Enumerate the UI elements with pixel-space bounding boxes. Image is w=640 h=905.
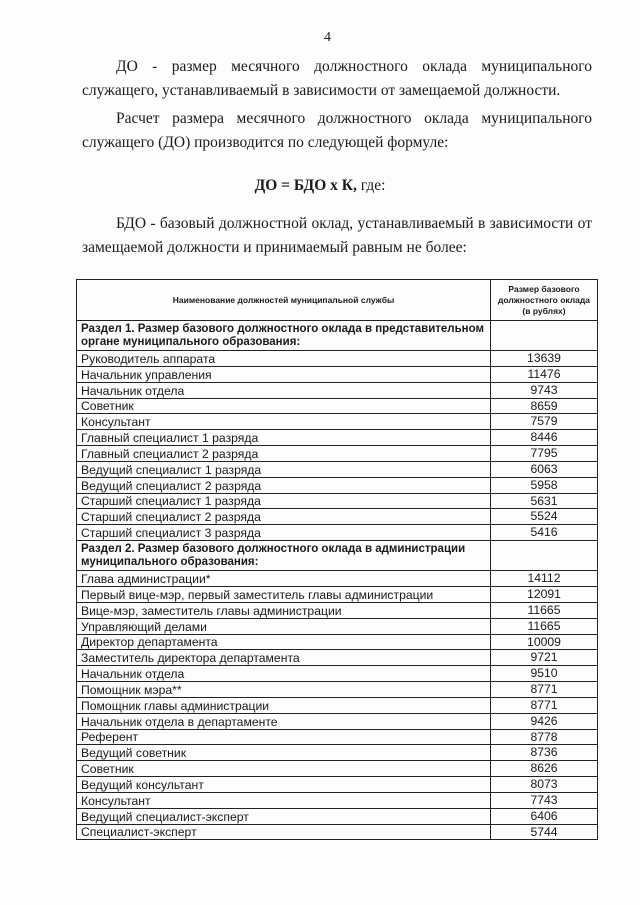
salary-value: 8778 [491,729,598,745]
position-name: Специалист-эксперт [77,824,491,840]
position-name: Ведущий специалист-эксперт [77,808,491,824]
page-number: 4 [324,30,331,45]
salary-value: 9426 [491,713,598,729]
table-row [77,366,598,382]
salary-value: 7579 [491,414,598,430]
table-row [77,634,598,650]
section-header-row [77,321,598,351]
position-name: Старший специалист 2 разряда [77,509,491,525]
salary-value: 5958 [491,477,598,493]
paragraph-calculation: Расчет размера месячного должностного оклада муниципального служащего (ДО) производится по следующей формуле: [82,110,592,151]
formula-suffix: где: [356,177,386,194]
position-name: Референт [77,729,491,745]
position-name: Вице-мэр, заместитель главы администрации [77,602,491,618]
table-row [77,650,598,666]
salary-value: 10009 [491,634,598,650]
table-row [77,382,598,398]
salary-value: 11476 [491,366,598,382]
position-name: Помощник мэра** [77,682,491,698]
section-title: Раздел 1. Размер базового должностного оклада в представительном органе муниципального образования: [77,321,491,351]
position-name: Заместитель директора департамента [77,650,491,666]
salary-value: 8446 [491,430,598,446]
position-name: Директор департамента [77,634,491,650]
salary-value: 8626 [491,761,598,777]
position-name: Старший специалист 1 разряда [77,493,491,509]
position-name: Управляющий делами [77,618,491,634]
position-name: Начальник отдела [77,666,491,682]
position-name: Первый вице-мэр, первый заместитель главы администрации [77,586,491,602]
table-row [77,682,598,698]
salary-value: 8771 [491,682,598,698]
position-name: Ведущий специалист 1 разряда [77,461,491,477]
formula [0,177,640,195]
salary-value: 12091 [491,586,598,602]
salary-value: 11665 [491,618,598,634]
header-position: Наименование должностей муниципальной службы [77,280,491,321]
position-name: Начальник отдела [77,382,491,398]
salary-value: 9743 [491,382,598,398]
table-header-row [77,280,598,321]
table-row [77,808,598,824]
table-row [77,446,598,462]
position-name: Ведущий советник [77,745,491,761]
table-row [77,461,598,477]
table-row [77,493,598,509]
salary-value: 5416 [491,525,598,541]
table-row [77,745,598,761]
formula-expression: ДО = БДО х К, [254,177,357,194]
salary-value: 8659 [491,398,598,414]
table-row [77,414,598,430]
position-name: Руководитель аппарата [77,351,491,367]
salary-value: 7743 [491,792,598,808]
salary-value: 5524 [491,509,598,525]
table-row [77,351,598,367]
salary-value: 9721 [491,650,598,666]
paragraph-bdo-definition: БДО - базовый должностной оклад, устанавливаемый в зависимости от замещаемой должности и принимаемый равным не более: [82,215,592,256]
table-row [77,525,598,541]
table-row [77,777,598,793]
position-name: Советник [77,761,491,777]
salary-table [76,279,598,840]
table-row [77,792,598,808]
table-row [77,430,598,446]
header-salary: Размер базового должностного оклада (в рублях) [491,280,598,321]
position-name: Консультант [77,414,491,430]
table-row [77,729,598,745]
section-empty-cell [491,541,598,571]
table-row [77,398,598,414]
position-name: Ведущий специалист 2 разряда [77,477,491,493]
salary-value: 8771 [491,697,598,713]
paragraph-do-definition: ДО - размер месячного должностного оклада муниципального служащего, устанавливаемый в зависимости от замещаемой должности. [82,58,592,99]
position-name: Главный специалист 2 разряда [77,446,491,462]
table-row [77,697,598,713]
salary-value: 11665 [491,602,598,618]
salary-value: 7795 [491,446,598,462]
position-name: Ведущий консультант [77,777,491,793]
salary-value: 5631 [491,493,598,509]
table-row [77,824,598,840]
table-row [77,586,598,602]
section-title: Раздел 2. Размер базового должностного оклада в администрации муниципального образования: [77,541,491,571]
position-name: Помощник главы администрации [77,697,491,713]
position-name: Старший специалист 3 разряда [77,525,491,541]
section-header-row [77,541,598,571]
position-name: Начальник управления [77,366,491,382]
salary-value: 6063 [491,461,598,477]
position-name: Консультант [77,792,491,808]
salary-value: 14112 [491,571,598,587]
table-row [77,602,598,618]
table-row [77,618,598,634]
table-row [77,509,598,525]
salary-value: 9510 [491,666,598,682]
salary-value: 8073 [491,777,598,793]
salary-value: 8736 [491,745,598,761]
position-name: Глава администрации* [77,571,491,587]
salary-value: 5744 [491,824,598,840]
table-body [77,321,598,840]
position-name: Начальник отдела в департаменте [77,713,491,729]
position-name: Советник [77,398,491,414]
position-name: Главный специалист 1 разряда [77,430,491,446]
table-row [77,761,598,777]
salary-value: 13639 [491,351,598,367]
table-row [77,477,598,493]
table-row [77,571,598,587]
section-empty-cell [491,321,598,351]
salary-value: 6406 [491,808,598,824]
table-row [77,666,598,682]
table-row [77,713,598,729]
